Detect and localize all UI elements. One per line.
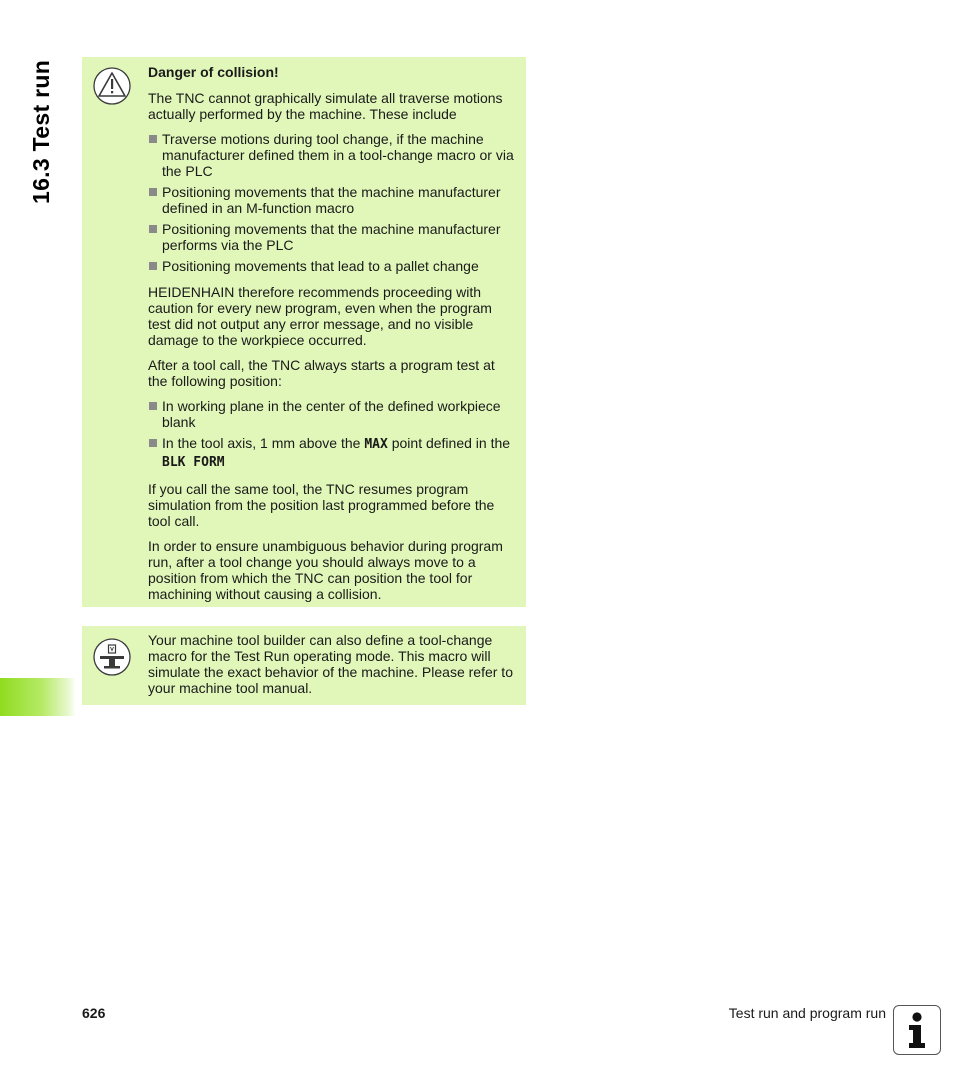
- machine-note-box: [82, 626, 526, 705]
- info-icon: [893, 1005, 941, 1055]
- page-number: 626: [82, 1005, 106, 1021]
- traverse-motion-list: [148, 131, 516, 274]
- warning-intro: The TNC cannot graphically simulate all traverse motions actually performed by the machine. These include: [148, 90, 503, 122]
- code-blk-form: BLK FORM: [162, 455, 225, 470]
- machine-note-text: Your machine tool builder can also define a tool-change macro for the Test Run operating mode. This macro will simulate the exact behavior of the machine. Please refer to your machine tool manual.: [148, 632, 513, 696]
- list-item-text: point defined in the: [391, 435, 511, 451]
- tool-change-paragraph: In order to ensure unambiguous behavior during program run, after a tool change you should always move to a position from which the TNC can position the tool for machining without causing a collision.: [148, 538, 503, 602]
- same-tool-paragraph: If you call the same tool, the TNC resumes program simulation from the position last programmed before the tool call.: [148, 481, 495, 529]
- machine-tool-icon: [92, 637, 132, 677]
- list-item: Positioning movements that the machine manufacturer defined in an M-function macro: [148, 184, 516, 216]
- chapter-tab: [0, 678, 76, 716]
- section-title-text: 16.3 Test run: [28, 59, 54, 204]
- list-item: Positioning movements that the machine manufacturer performs via the PLC: [148, 221, 516, 253]
- code-max: MAX: [364, 437, 388, 452]
- warning-content: [148, 64, 516, 611]
- start-position-list: [148, 398, 516, 471]
- collision-warning-box: [82, 57, 526, 607]
- warning-triangle-icon: [92, 66, 132, 106]
- section-title: [22, 52, 62, 212]
- recommendation-paragraph: HEIDENHAIN therefore recommends proceeding with caution for every new program, even when the program test did not output any error message, and no visible damage to the workpiece occurred.: [148, 284, 492, 348]
- list-item: Positioning movements that lead to a pallet change: [148, 258, 516, 274]
- chapter-title: Test run and program run: [728, 1005, 886, 1021]
- list-item-text: In the tool axis, 1 mm above the: [162, 435, 361, 451]
- list-item: In working plane in the center of the defined workpiece blank: [148, 398, 516, 430]
- list-item: Traverse motions during tool change, if the machine manufacturer defined them in a tool-change macro or via the PLC: [148, 131, 516, 179]
- list-item: [148, 435, 516, 471]
- warning-heading: Danger of collision!: [148, 64, 279, 80]
- start-position-paragraph: After a tool call, the TNC always starts a program test at the following position:: [148, 357, 495, 389]
